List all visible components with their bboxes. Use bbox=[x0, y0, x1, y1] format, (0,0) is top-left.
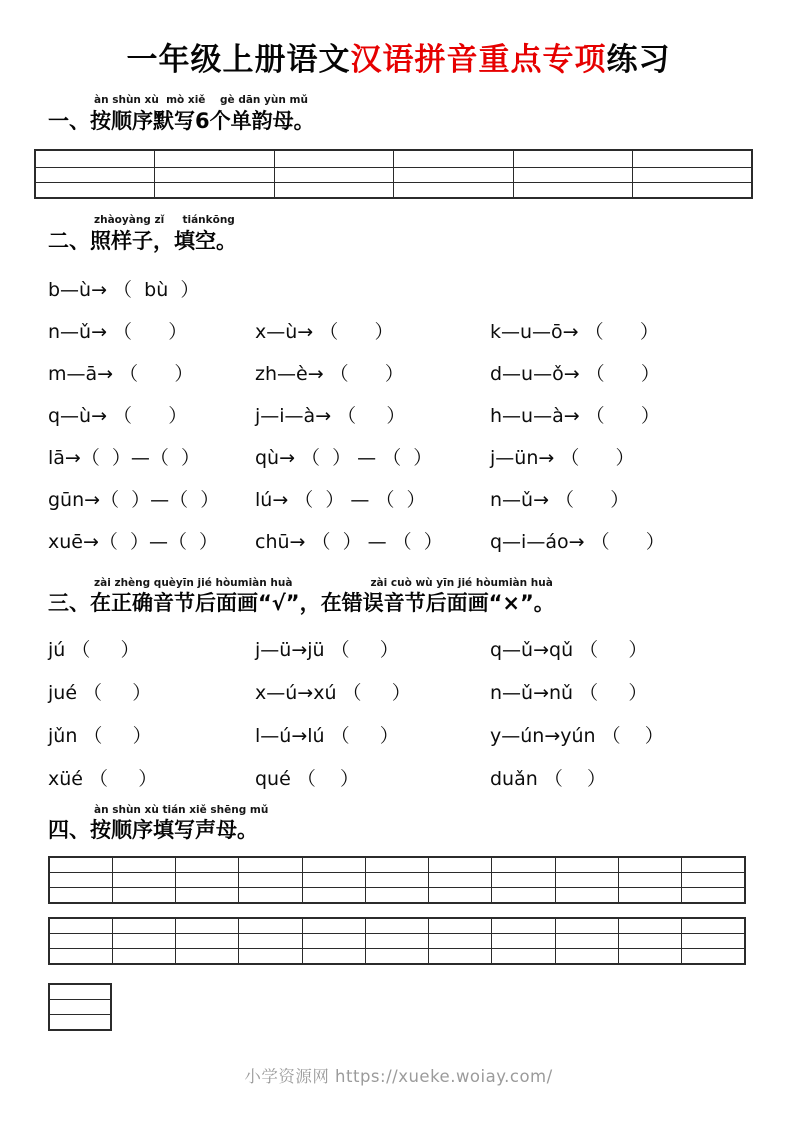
pinyin-exercise: d—u—ǒ→ （ ） bbox=[490, 363, 660, 386]
title-highlight: 汉语拼音重点专项 bbox=[350, 42, 607, 78]
grid-cell bbox=[492, 888, 555, 904]
exercise-row bbox=[48, 520, 749, 562]
grid-cell bbox=[274, 182, 394, 198]
pinyin-exercise: xüé （ ） bbox=[48, 767, 158, 790]
grid-cell bbox=[302, 857, 365, 873]
grid-cell bbox=[35, 150, 155, 168]
grid-cell bbox=[429, 918, 492, 934]
grid-cell bbox=[555, 918, 618, 934]
grid-cell bbox=[274, 167, 394, 182]
exercise-row bbox=[48, 436, 749, 478]
section-3-pinyin-left: zài zhèng quèyīn jié hòumiàn huà bbox=[94, 576, 293, 589]
section-3-exercises bbox=[48, 627, 749, 799]
pinyin-exercise: jú （ ） bbox=[48, 638, 140, 661]
exercise-row bbox=[48, 310, 749, 352]
pinyin-exercise: q—ǔ→qǔ （ ） bbox=[490, 638, 648, 661]
grid-cell bbox=[302, 888, 365, 904]
grid-cell bbox=[365, 857, 428, 873]
grid-cell bbox=[492, 934, 555, 949]
grid-cell bbox=[513, 182, 633, 198]
grid-cell bbox=[239, 873, 302, 888]
grid-cell bbox=[239, 857, 302, 873]
grid-cell bbox=[176, 949, 239, 965]
pinyin-exercise: lā→（ ）—（ ） bbox=[48, 447, 201, 470]
grid-cell bbox=[176, 934, 239, 949]
grid-cell bbox=[112, 873, 175, 888]
initials-writing-grid-1 bbox=[48, 856, 746, 904]
pinyin-exercise: j—ü→jü （ ） bbox=[255, 638, 399, 661]
pinyin-exercise: zh—è→ （ ） bbox=[255, 363, 404, 386]
pinyin-exercise: h—u—à→ （ ） bbox=[490, 405, 660, 428]
grid-cell bbox=[155, 167, 275, 182]
grid-cell bbox=[112, 949, 175, 965]
footer-watermark: 小学资源网 https://xueke.woiay.com/ bbox=[244, 1067, 553, 1087]
grid-cell bbox=[492, 857, 555, 873]
exercise-row bbox=[48, 394, 749, 436]
grid-cell bbox=[49, 1015, 111, 1031]
grid-cell bbox=[365, 949, 428, 965]
grid-cell bbox=[365, 918, 428, 934]
grid-cell bbox=[302, 934, 365, 949]
grid-cell bbox=[274, 150, 394, 168]
pinyin-exercise: x—ù→ （ ） bbox=[255, 321, 394, 344]
pinyin-exercise: j—i—à→ （ ） bbox=[255, 405, 406, 428]
grid-cell bbox=[429, 949, 492, 965]
pinyin-exercise: l—ú→lú （ ） bbox=[255, 724, 399, 747]
pinyin-exercise: xuē→（ ）—（ ） bbox=[48, 531, 219, 554]
exercise-row bbox=[48, 478, 749, 520]
grid-cell bbox=[49, 873, 112, 888]
grid-cell bbox=[176, 888, 239, 904]
section-4-heading: 四、按顺序填写声母。 bbox=[48, 818, 258, 843]
grid-cell bbox=[555, 888, 618, 904]
pinyin-exercise: jǔn （ ） bbox=[48, 724, 152, 747]
grid-cell bbox=[429, 888, 492, 904]
pinyin-exercise: chū→ （ ） — （ ） bbox=[255, 531, 443, 554]
pinyin-exercise: lú→ （ ） — （ ） bbox=[255, 489, 426, 512]
grid-cell bbox=[176, 857, 239, 873]
grid-cell bbox=[513, 167, 633, 182]
section-2-heading: 二、照样子，填空。 bbox=[48, 228, 237, 253]
grid-cell bbox=[394, 182, 514, 198]
pinyin-exercise: qué （ ） bbox=[255, 767, 359, 790]
grid-cell bbox=[112, 857, 175, 873]
grid-cell bbox=[429, 857, 492, 873]
section-1 bbox=[48, 95, 749, 134]
section-3 bbox=[48, 578, 749, 617]
section-4 bbox=[48, 805, 749, 844]
grid-cell bbox=[35, 182, 155, 198]
pinyin-exercise: gūn→（ ）—（ ） bbox=[48, 489, 220, 512]
pinyin-exercise: qù→ （ ） — （ ） bbox=[255, 447, 433, 470]
grid-cell bbox=[555, 873, 618, 888]
grid-cell bbox=[49, 918, 112, 934]
grid-cell bbox=[492, 918, 555, 934]
grid-cell bbox=[682, 918, 745, 934]
grid-cell bbox=[394, 167, 514, 182]
grid-cell bbox=[429, 934, 492, 949]
pinyin-exercise: x—ú→xú （ ） bbox=[255, 681, 411, 704]
exercise-row bbox=[48, 268, 749, 310]
section-3-heading: 三、在正确音节后面画“√”，在错误音节后面画“×”。 bbox=[48, 591, 555, 616]
exercise-row bbox=[48, 756, 749, 799]
grid-cell bbox=[618, 873, 681, 888]
grid-cell bbox=[302, 873, 365, 888]
grid-cell bbox=[155, 182, 275, 198]
pinyin-exercise: q—i—áo→ （ ） bbox=[490, 531, 665, 554]
grid-cell bbox=[365, 888, 428, 904]
grid-cell bbox=[365, 934, 428, 949]
grid-cell bbox=[112, 934, 175, 949]
grid-cell bbox=[682, 949, 745, 965]
grid-cell bbox=[49, 934, 112, 949]
initials-writing-grid-2 bbox=[48, 917, 746, 965]
grid-cell bbox=[394, 150, 514, 168]
exercise-row bbox=[48, 670, 749, 713]
grid-cell bbox=[239, 918, 302, 934]
grid-cell bbox=[365, 873, 428, 888]
grid-cell bbox=[112, 888, 175, 904]
grid-cell bbox=[302, 918, 365, 934]
grid-cell bbox=[492, 949, 555, 965]
grid-cell bbox=[49, 1000, 111, 1015]
pinyin-exercise: m—ā→ （ ） bbox=[48, 363, 194, 386]
exercise-row bbox=[48, 713, 749, 756]
grid-cell bbox=[176, 873, 239, 888]
grid-cell bbox=[49, 949, 112, 965]
grid-cell bbox=[555, 857, 618, 873]
title-prefix: 一年级上册语文 bbox=[126, 42, 351, 78]
grid-cell bbox=[618, 857, 681, 873]
exercise-row bbox=[48, 627, 749, 670]
grid-cell bbox=[429, 873, 492, 888]
grid-cell bbox=[49, 984, 111, 1000]
grid-cell bbox=[633, 167, 753, 182]
pinyin-exercise: q—ù→ （ ） bbox=[48, 405, 188, 428]
pinyin-exercise: k—u—ō→ （ ） bbox=[490, 321, 659, 344]
section-2-pinyin: zhàoyàng zǐ tiánkōng bbox=[94, 213, 235, 226]
grid-cell bbox=[618, 934, 681, 949]
grid-cell bbox=[49, 888, 112, 904]
vowel-writing-grid bbox=[34, 149, 753, 199]
grid-cell bbox=[618, 888, 681, 904]
grid-cell bbox=[618, 918, 681, 934]
pinyin-exercise: b—ù→ （ bù ） bbox=[48, 279, 200, 302]
pinyin-exercise: n—ǔ→ （ ） bbox=[490, 489, 630, 512]
title-suffix: 练习 bbox=[606, 42, 671, 78]
pinyin-exercise: n—ǔ→ （ ） bbox=[48, 321, 188, 344]
pinyin-exercise: duǎn （ ） bbox=[490, 767, 606, 790]
grid-cell bbox=[49, 857, 112, 873]
grid-cell bbox=[239, 949, 302, 965]
grid-cell bbox=[35, 167, 155, 182]
grid-cell bbox=[302, 949, 365, 965]
section-2-exercises bbox=[48, 268, 749, 562]
grid-cell bbox=[682, 888, 745, 904]
grid-cell bbox=[555, 934, 618, 949]
pinyin-exercise: n—ǔ→nǔ （ ） bbox=[490, 681, 648, 704]
section-3-pinyin bbox=[94, 578, 749, 590]
grid-cell bbox=[633, 182, 753, 198]
grid-cell bbox=[492, 873, 555, 888]
grid-cell bbox=[555, 949, 618, 965]
grid-cell bbox=[176, 918, 239, 934]
initials-writing-grid-small bbox=[48, 983, 112, 1031]
section-3-pinyin-right: zài cuò wù yīn jié hòumiàn huà bbox=[370, 576, 553, 589]
exercise-row bbox=[48, 352, 749, 394]
grid-cell bbox=[682, 857, 745, 873]
grid-cell bbox=[239, 888, 302, 904]
pinyin-exercise: y—ún→yún （ ） bbox=[490, 724, 664, 747]
grid-cell bbox=[682, 873, 745, 888]
grid-cell bbox=[633, 150, 753, 168]
page-title bbox=[48, 42, 749, 79]
pinyin-exercise: jué （ ） bbox=[48, 681, 152, 704]
pinyin-exercise: j—ün→ （ ） bbox=[490, 447, 635, 470]
grid-cell bbox=[513, 150, 633, 168]
section-4-pinyin: àn shùn xù tián xiě shēng mǔ bbox=[94, 803, 269, 816]
grid-cell bbox=[239, 934, 302, 949]
section-1-pinyin: àn shùn xù mò xiě gè dān yùn mǔ bbox=[94, 94, 308, 107]
grid-cell bbox=[155, 150, 275, 168]
section-1-heading: 一、按顺序默写6个单韵母。 bbox=[48, 108, 315, 133]
grid-cell bbox=[682, 934, 745, 949]
grid-cell bbox=[618, 949, 681, 965]
section-2 bbox=[48, 215, 749, 254]
grid-cell bbox=[112, 918, 175, 934]
